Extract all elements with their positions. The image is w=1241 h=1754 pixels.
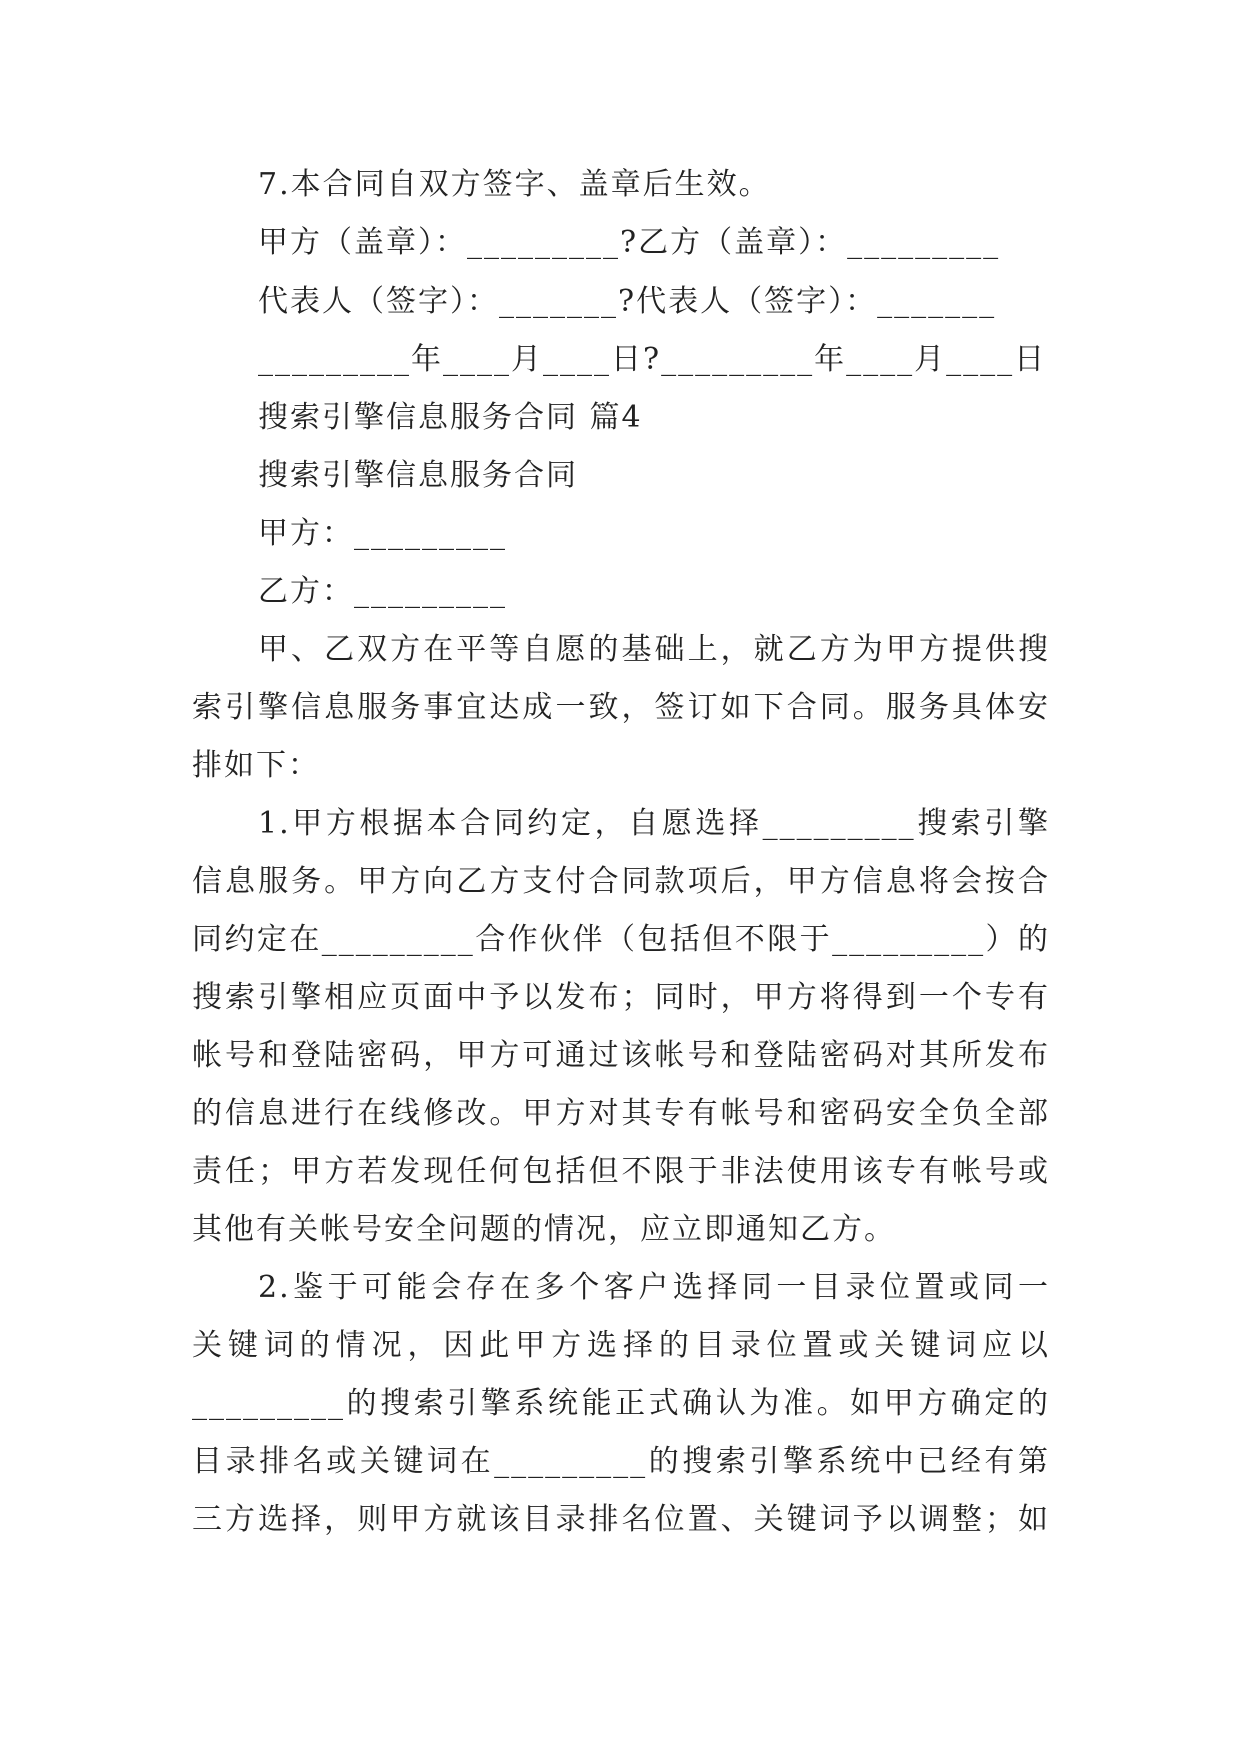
clause-1-line: 同约定在_________合作伙伴（包括但不限于_________）的	[192, 922, 1050, 957]
signature-seal-line: 甲方（盖章）：_________?乙方（盖章）：_________	[258, 225, 1001, 260]
signature-date-line: _________年____月____日?_________年____月____日	[258, 342, 1047, 377]
intro-paragraph-line: 索引擎信息服务事宜达成一致，签订如下合同。服务具体安	[192, 690, 1050, 725]
intro-paragraph-line: 甲、乙双方在平等自愿的基础上，就乙方为甲方提供搜	[258, 632, 1050, 667]
clause-2-line: 三方选择，则甲方就该目录排名位置、关键词予以调整；如	[192, 1502, 1050, 1537]
party-a-line: 甲方：_________	[258, 516, 507, 551]
intro-paragraph-line: 排如下：	[192, 748, 320, 783]
clause-1-line: 搜索引擎相应页面中予以发布；同时，甲方将得到一个专有	[192, 980, 1050, 1015]
clause-2-line: _________的搜索引擎系统能正式确认为准。如甲方确定的	[192, 1386, 1050, 1421]
clause-1-line: 责任；甲方若发现任何包括但不限于非法使用该专有帐号或	[192, 1154, 1050, 1189]
signature-representative-line: 代表人（签字）：_______?代表人（签字）：_______	[258, 284, 997, 319]
clause-1-line: 1.甲方根据本合同约定，自愿选择_________搜索引擎	[258, 806, 1050, 841]
clause-1-line: 帐号和登陆密码，甲方可通过该帐号和登陆密码对其所发布	[192, 1038, 1050, 1073]
clause-7-effective: 7.本合同自双方签字、盖章后生效。	[258, 167, 771, 202]
clause-2-line: 2.鉴于可能会存在多个客户选择同一目录位置或同一	[258, 1270, 1050, 1305]
clause-1-line: 其他有关帐号安全问题的情况，应立即通知乙方。	[192, 1212, 896, 1247]
clause-1-line: 信息服务。甲方向乙方支付合同款项后，甲方信息将会按合	[192, 864, 1050, 899]
clause-2-line: 关键词的情况，因此甲方选择的目录位置或关键词应以	[192, 1328, 1050, 1363]
clause-2-line: 目录排名或关键词在_________的搜索引擎系统中已经有第	[192, 1444, 1050, 1479]
contract-title: 搜索引擎信息服务合同	[258, 458, 578, 493]
clause-1-line: 的信息进行在线修改。甲方对其专有帐号和密码安全负全部	[192, 1096, 1050, 1131]
section-heading: 搜索引擎信息服务合同 篇4	[258, 400, 643, 435]
party-b-line: 乙方：_________	[258, 574, 507, 609]
